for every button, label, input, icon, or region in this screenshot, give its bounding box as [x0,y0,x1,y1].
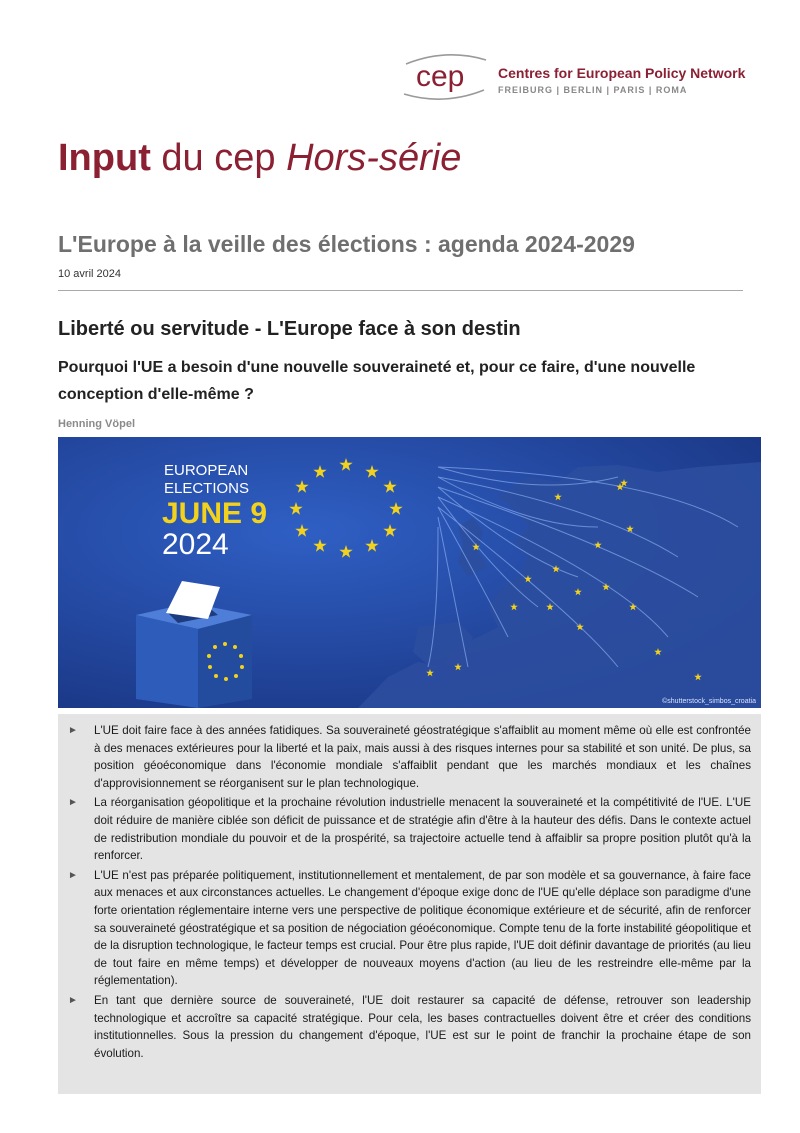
series-title [58,134,461,182]
banner-line-date: JUNE 9 [162,497,268,530]
header-divider [58,290,743,291]
org-cities: FREIBURG | BERLIN | PARIS | ROMA [498,85,688,95]
banner-line-year: 2024 [162,528,229,561]
summary-bullet [68,867,751,990]
bullet-arrow-icon: ► [68,797,78,809]
cep-logo [400,50,760,100]
european-elections-banner [58,437,761,708]
bullet-arrow-icon: ► [68,994,78,1006]
logo-wordmark: cep [416,60,465,93]
bullet-arrow-icon: ► [68,725,78,736]
series-title-hors-serie: Hors-série [286,137,462,179]
series-title-input: Input [58,137,151,179]
series-title-du-cep: du cep [150,137,287,179]
document-date: 10 avril 2024 [58,268,121,280]
summary-bullet [68,722,751,792]
summary-box [58,714,761,1094]
summary-bullet-text: La réorganisation géopolitique et la prochaine révolution industrielle menacent la souveraineté et la compétitivité de l'UE. L'UE doit réduire de manière ciblée son déficit de puissance et de stratégie afin d'être à la hauteur des défis. Dans le contexte actuel de redistribution mondiale du pouvoir et de la prospérité, sa trajectoire actuelle tend à affaiblir sa propre position plutôt qu'à la renforcer. [94,796,751,863]
article-subtitle: Pourquoi l'UE a besoin d'une nouvelle souveraineté et, pour ce faire, d'une nouvelle conception d'elle-même ? [58,359,696,403]
article-title: Liberté ou servitude - L'Europe face à son destin [58,318,521,340]
bullet-arrow-icon: ► [68,869,78,881]
summary-bullet [68,794,751,864]
summary-bullet-text: L'UE doit faire face à des années fatidiques. Sa souveraineté géostratégique s'affaiblit au moment même où elle est confrontée à des menaces extérieures pour la liberté et la paix, mais aussi à des risques internes pour sa stabilité et son unité. De plus, sa position géoéconomique dans l'économie mondiale s'affaiblit pendant que les marchés mondiaux et les chaînes d'approvisionnement se réorganisent sur le plan technologique. [94,724,751,790]
banner-line-european: EUROPEAN [164,462,249,479]
org-name: Centres for European Policy Network [498,65,746,81]
banner-illustration [58,437,761,708]
banner-credit: ©shutterstock_simbos_croatia [662,698,756,705]
banner-line-elections: ELECTIONS [164,480,250,497]
document-title: L'Europe à la veille des élections : agenda 2024-2029 [58,231,635,257]
article-author: Henning Vöpel [58,418,135,430]
summary-bullet [68,992,751,1062]
summary-bullet-text: En tant que dernière source de souveraineté, l'UE doit restaurer sa capacité de défense, retrouver son leadership technologique et accroître sa capacité stratégique. Pour cela, les bases contractuelles doivent être et créer des conditions institutionnelles. Sous la pression du changement d'époque, l'UE est sur le point de franchir la prochaine étape de son évolution. [94,993,751,1060]
summary-bullet-text: L'UE n'est pas préparée politiquement, institutionnellement et mentalement, de par son modèle et sa gouvernance, à faire face aux menaces et aux circonstances actuelles. Le changement d'époque exige donc de l'UE qu'elle déplace son paradigme d'une forte orientation réglementaire interne vers une perspective de politique économique extérieure et de sécurité, afin de renforcer sa souveraineté géostratégique et sa position de négociation géoéconomique. Compte tenu de la forte instabilité géopolitique et de la disruption technologique, le facteur temps est crucial. Pour être plus rapide, l'UE doit définir davantage de priorités (au lieu de tout faire en même temps) et développer de nouveaux moyens d'action (au lieu de les restreindre elle-même par la réglementation). [94,868,751,988]
cep-logo-mark [400,50,492,100]
